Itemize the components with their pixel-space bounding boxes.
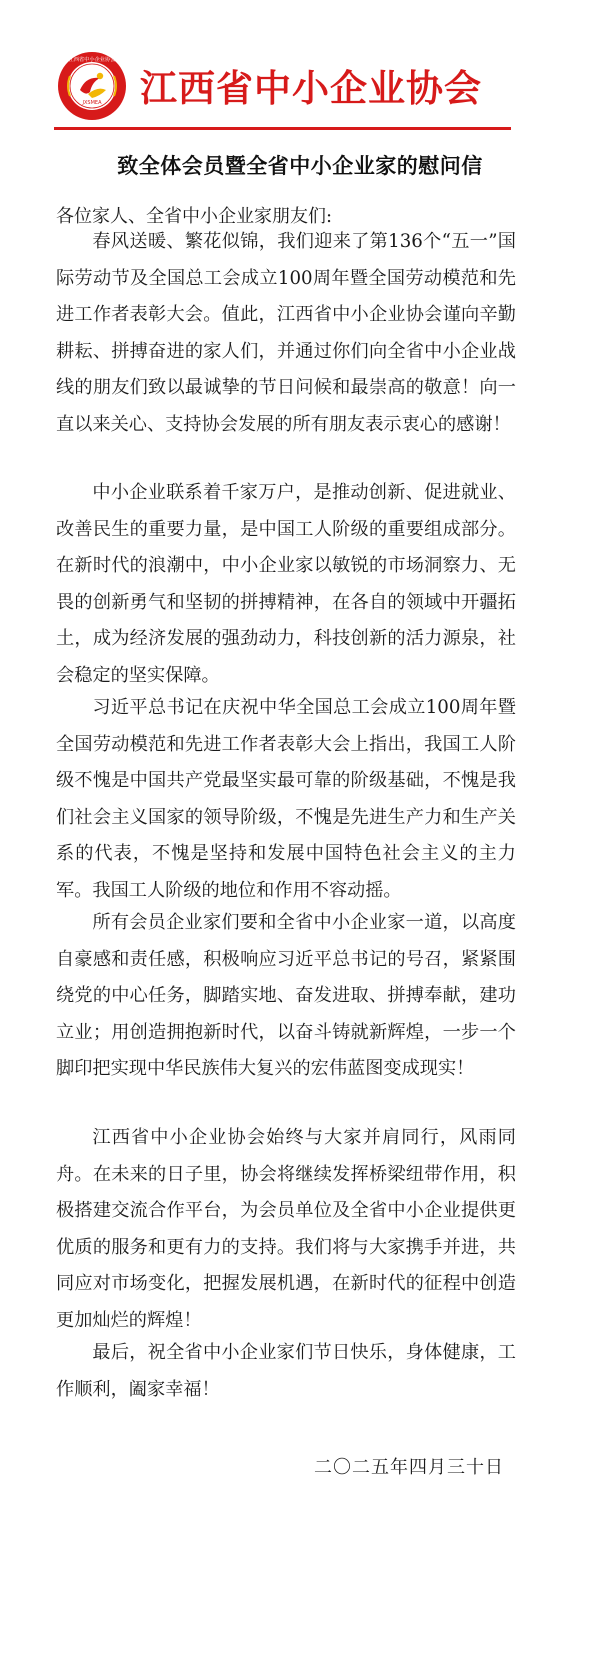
letter-paragraph: 江西省中小企业协会始终与大家并肩同行，风雨同舟。在未来的日子里，协会将继续发挥桥梁纽带作用，积极搭建交流合作平台，为会员单位及全省中小企业提供更优质的服务和更有力的支持。我们将与大家携手并进，共同应对市场变化，把握发展机遇，在新时代的征程中创造更加灿烂的辉煌！ — [56, 1127, 516, 1331]
letter-paragraph: 习近平总书记在庆祝中华全国总工会成立100周年暨全国劳动模范和先进工作者表彰大会上指出，我国工人阶级不愧是中国共产党最坚实最可靠的阶级基础，不愧是我们社会主义国家的领导阶级，不愧是先进生产力和生产关系的代表，不愧是坚持和发展中国特色社会主义的主力军。我国工人阶级的地位和作用不容动摇。 — [56, 697, 516, 901]
organization-name: 江西省中小企业协会 — [140, 67, 482, 110]
letter-paragraph: 中小企业联系着千家万户，是推动创新、促进就业、改善民生的重要力量，是中国工人阶级的重要组成部分。在新时代的浪潮中，中小企业家以敏锐的市场洞察力、无畏的创新勇气和坚韧的拼搏精神，在各自的领域中开疆拓土，成为经济发展的强劲动力，科技创新的活力源泉，社会稳定的坚实保障。 — [56, 482, 516, 686]
letter-paragraph: 所有会员企业家们要和全省中小企业家一道，以高度自豪感和责任感，积极响应习近平总书记的号召，紧紧围绕党的中心任务，脚踏实地、奋发进取、拼搏奉献，建功立业；用创造拥抱新时代，以奋斗铸就新辉煌，一步一个脚印把实现中华民族伟大复兴的宏伟蓝图变成现实！ — [56, 912, 516, 1079]
letter-title: 致全体会员暨全省中小企业家的慰问信 — [117, 154, 483, 178]
letter-salutation: 各位家人、全省中小企业家朋友们: — [56, 206, 333, 227]
emblem-ring-text: 江西省中小企业协会 — [68, 57, 116, 63]
emblem-caption: JXSMEA — [82, 100, 102, 106]
letter-date: 二〇二五年四月三十日 — [314, 1457, 504, 1478]
letter-paragraph: 春风送暖、繁花似锦，我们迎来了第136个“五一”国际劳动节及全国总工会成立100周年暨全国劳动模范和先进工作者表彰大会。值此，江西省中小企业协会谨向辛勤耕耘、拼搏奋进的家人们，并通过你们向全省中小企业战线的朋友们致以最诚挚的节日问候和最崇高的敬意！向一直以来关心、支持协会发展的所有朋友表示衷心的感谢！ — [56, 231, 516, 435]
letterhead — [0, 0, 600, 140]
letter-paragraph: 最后，祝全省中小企业家们节日快乐，身体健康，工作顺利，阖家幸福！ — [56, 1342, 516, 1400]
header-divider — [54, 127, 511, 130]
association-emblem-icon — [56, 50, 128, 122]
